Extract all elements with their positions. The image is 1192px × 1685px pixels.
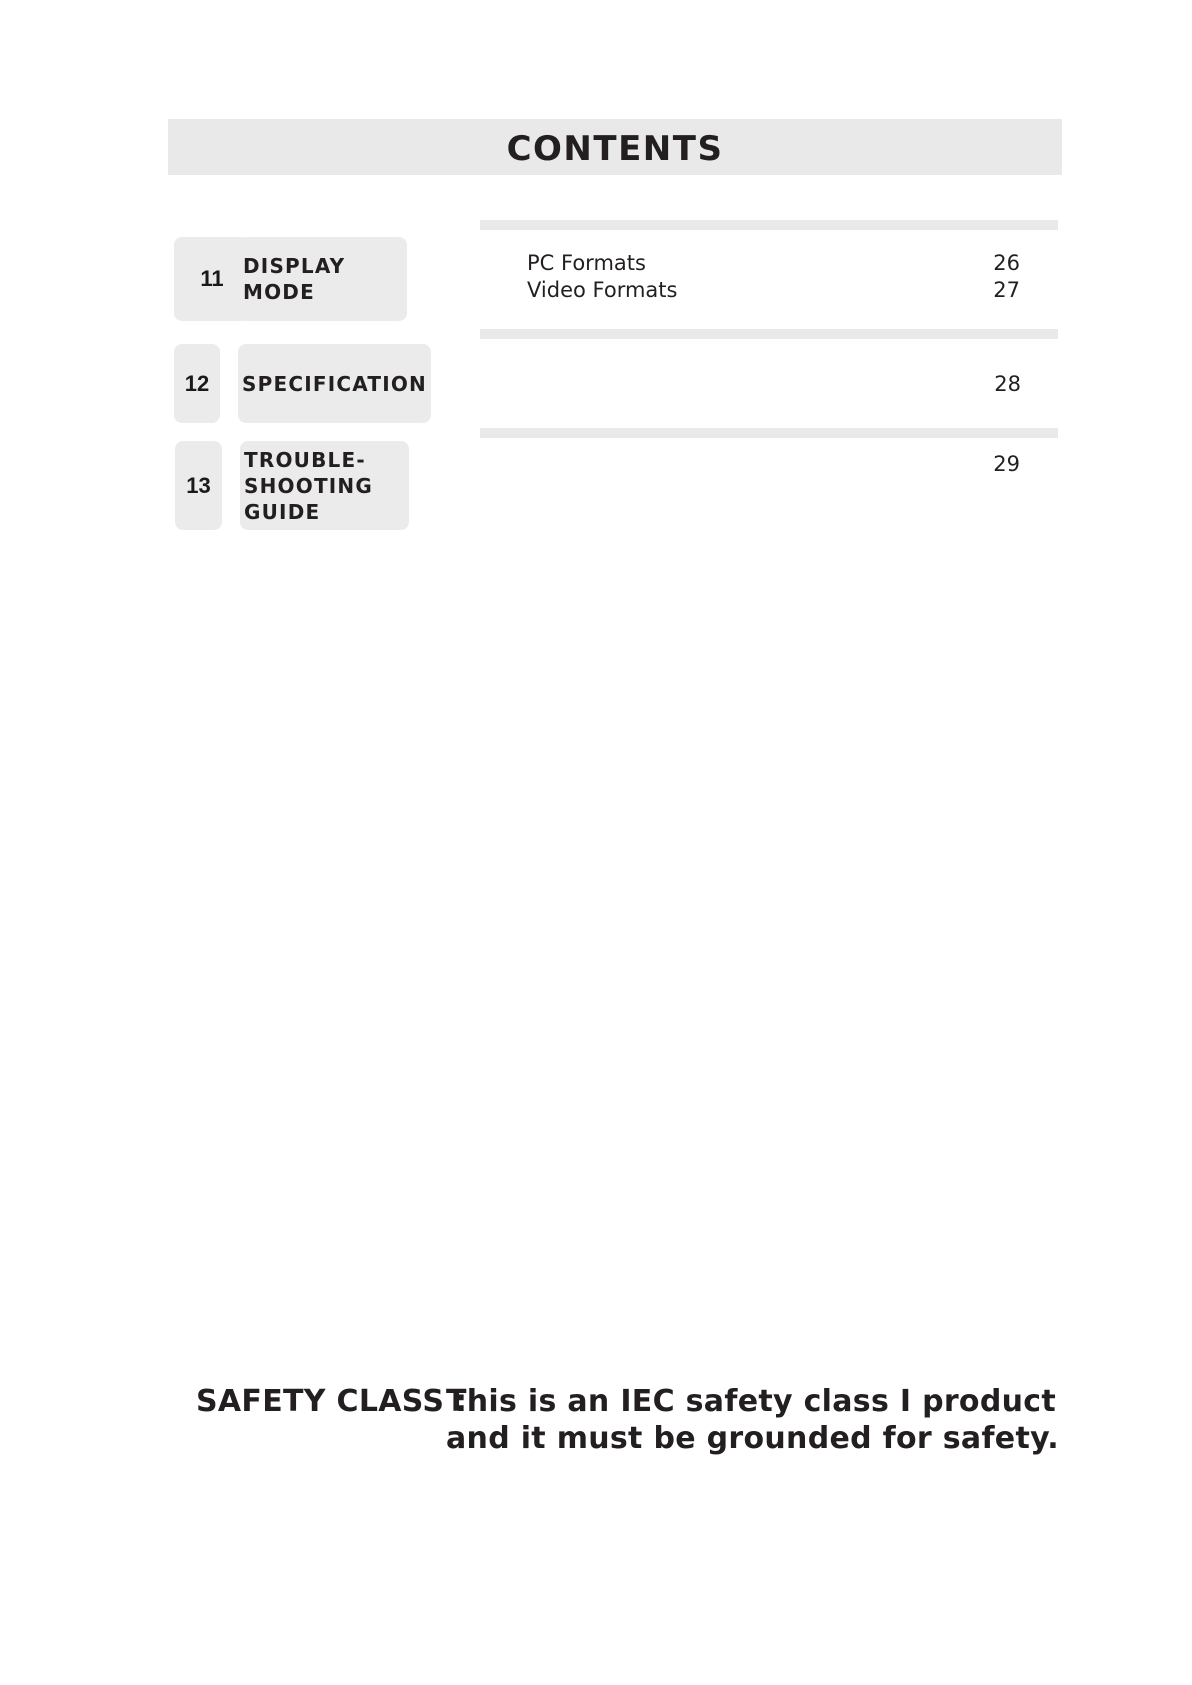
- chapter-title-line: GUIDE: [244, 499, 321, 524]
- toc-entry-video-formats[interactable]: Video Formats: [527, 278, 678, 302]
- chapter-title-display-mode[interactable]: [239, 237, 407, 321]
- toc-page-specification[interactable]: 28: [994, 372, 1021, 396]
- chapter-number-11[interactable]: 11: [174, 237, 250, 321]
- contents-header: [168, 119, 1062, 175]
- safety-text-line-1: This is an IEC safety class I product: [446, 1384, 1057, 1419]
- section-divider: [480, 220, 1058, 230]
- chapter-number-12[interactable]: 12: [174, 344, 220, 423]
- page-title: CONTENTS: [506, 129, 724, 169]
- chapter-title-line: SHOOTING: [244, 473, 373, 498]
- chapter-title-line: SPECIFICATION: [242, 371, 427, 396]
- chapter-title-line: DISPLAY: [243, 254, 346, 278]
- chapter-title-line: TROUBLE-: [244, 447, 366, 472]
- section-divider: [480, 428, 1058, 438]
- chapter-number-13[interactable]: 13: [175, 441, 222, 530]
- toc-page-pc-formats[interactable]: 26: [993, 251, 1020, 275]
- chapter-title-line: MODE: [243, 280, 315, 304]
- chapter-title-troubleshooting-guide[interactable]: [240, 441, 409, 530]
- toc-page-video-formats[interactable]: 27: [993, 278, 1020, 302]
- toc-page-troubleshooting[interactable]: 29: [993, 452, 1020, 476]
- toc-entry-pc-formats[interactable]: PC Formats: [527, 251, 646, 275]
- section-divider: [480, 329, 1058, 339]
- chapter-title-specification[interactable]: [238, 344, 431, 423]
- safety-label: SAFETY CLASS :: [196, 1384, 468, 1419]
- safety-text-line-2: and it must be grounded for safety.: [446, 1421, 1059, 1456]
